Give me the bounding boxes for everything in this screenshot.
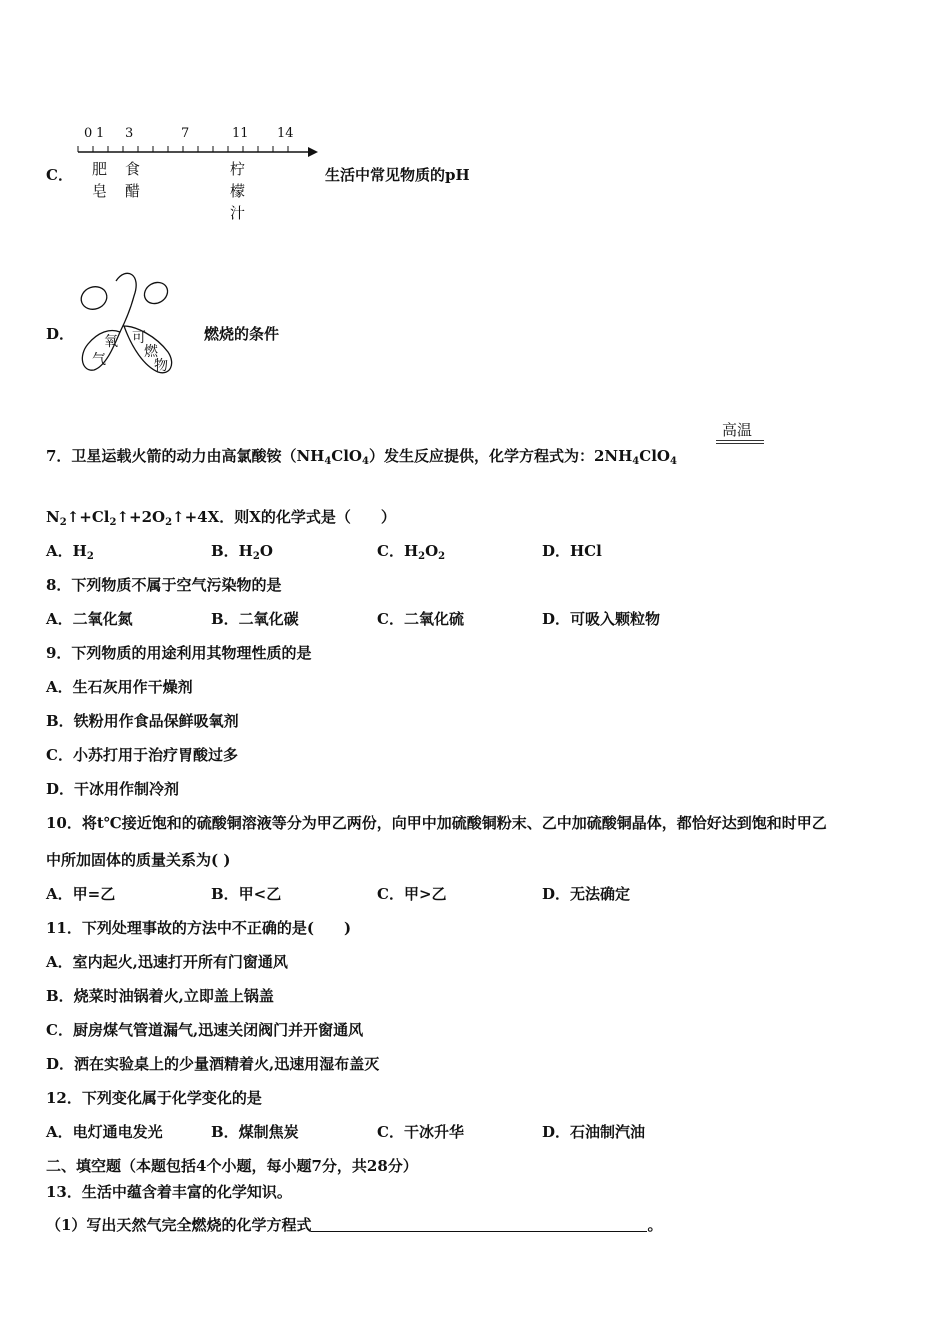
q12-option-d[interactable]: D．石油制汽油	[542, 1123, 646, 1141]
ph-tick-7: 7	[181, 126, 190, 141]
q7-option-a[interactable]: A．$H_2$	[46, 542, 94, 562]
q13-answer-blank[interactable]	[311, 1217, 647, 1232]
q12-option-c[interactable]: C．干冰升华	[377, 1123, 464, 1141]
q7-option-b[interactable]: B．$H_2O$	[211, 542, 273, 562]
fuel-char-1: 可	[132, 330, 146, 346]
q8-stem: 8．下列物质不属于空气污染物的是	[46, 576, 282, 594]
reaction-condition: 高温	[716, 421, 764, 444]
q8-option-a[interactable]: A．二氧化氮	[46, 610, 133, 628]
fuel-char-3: 物	[154, 358, 168, 374]
q8-option-c[interactable]: C．二氧化硫	[377, 610, 464, 628]
ph-tick-0: 0	[84, 126, 93, 141]
q13-part1: （1）写出天然气完全燃烧的化学方程式 。	[46, 1216, 663, 1234]
vinegar-char-1: 食	[125, 160, 141, 178]
oxygen-char-2: 气	[92, 352, 106, 368]
q7-option-c[interactable]: C．$H_2O_2$	[377, 542, 446, 562]
petal-top-right	[141, 278, 172, 307]
q9-option-d[interactable]: D．干冰用作制冷剂	[46, 780, 180, 798]
figure-c-caption: 生活中常见物质的pH	[325, 166, 470, 184]
option-d-label: D．	[46, 325, 75, 343]
q10-option-b[interactable]: B．甲<乙	[211, 885, 282, 903]
option-c-label: C．	[46, 166, 73, 184]
q10-stem-line1: 10．将t℃接近饱和的硫酸铜溶液等分为甲乙两份，向甲中加硫酸铜粉末、乙中加硫酸铜晶体，都恰好达到饱和时甲乙	[46, 814, 827, 832]
q7-option-d[interactable]: D．HCl	[542, 542, 602, 560]
section-2-title: 二、填空题（本题包括4个小题，每小题7分，共28分）	[46, 1157, 418, 1175]
q11-option-d[interactable]: D．洒在实验桌上的少量酒精着火,迅速用湿布盖灭	[46, 1055, 380, 1073]
figure-d-caption: 燃烧的条件	[204, 325, 280, 343]
soap-char-1: 肥	[92, 160, 108, 178]
q12-option-a[interactable]: A．电灯通电发光	[46, 1123, 163, 1141]
q11-option-c[interactable]: C．厨房煤气管道漏气,迅速关闭阀门并开窗通风	[46, 1021, 364, 1039]
q7-stem: 7．卫星运载火箭的动力由高氯酸铵$(NH_4ClO_4)$发生反应提供，化学方程式为：$2NH_4ClO_4$	[46, 447, 677, 467]
q11-stem: 11．下列处理事故的方法中不正确的是( )	[46, 919, 352, 937]
fuel-char-2: 燃	[144, 344, 158, 360]
ph-scale-figure	[70, 120, 330, 220]
petal-top-left	[78, 283, 110, 313]
ph-tick-14: 14	[277, 126, 294, 141]
q10-option-c[interactable]: C．甲>乙	[377, 885, 447, 903]
q9-option-c[interactable]: C．小苏打用于治疗胃酸过多	[46, 746, 238, 764]
petal-center	[116, 273, 136, 332]
q10-stem-line2: 中所加固体的质量关系为( )	[46, 851, 231, 869]
q9-stem: 9．下列物质的用途利用其物理性质的是	[46, 644, 312, 662]
q8-option-b[interactable]: B．二氧化碳	[211, 610, 299, 628]
q10-option-a[interactable]: A．甲=乙	[46, 885, 116, 903]
ph-tick-1: 1	[96, 126, 105, 141]
lemon-char-3: 汁	[230, 204, 246, 220]
vinegar-char-2: 醋	[125, 182, 141, 200]
q11-option-b[interactable]: B．烧菜时油锅着火,立即盖上锅盖	[46, 987, 274, 1005]
q8-option-d[interactable]: D．可吸入颗粒物	[542, 610, 661, 628]
q7-equation-line2: $N_2↑+Cl_2↑+2O_2↑+4X$．则X的化学式是（ ）	[46, 508, 396, 528]
q12-option-b[interactable]: B．煤制焦炭	[211, 1123, 299, 1141]
combustion-conditions-figure	[74, 266, 184, 381]
q11-option-a[interactable]: A．室内起火,迅速打开所有门窗通风	[46, 953, 288, 971]
ph-tick-11: 11	[232, 126, 249, 141]
q9-option-b[interactable]: B．铁粉用作食品保鲜吸氧剂	[46, 712, 239, 730]
ph-axis-arrow	[308, 147, 318, 157]
lemon-char-2: 檬	[230, 182, 246, 200]
q13-stem: 13．生活中蕴含着丰富的化学知识。	[46, 1183, 292, 1201]
lemon-char-1: 柠	[230, 160, 246, 178]
q10-option-d[interactable]: D．无法确定	[542, 885, 631, 903]
q12-stem: 12．下列变化属于化学变化的是	[46, 1089, 262, 1107]
q9-option-a[interactable]: A．生石灰用作干燥剂	[46, 678, 193, 696]
soap-char-2: 皂	[92, 182, 108, 200]
ph-tick-3: 3	[125, 126, 134, 141]
oxygen-char-1: 氧	[104, 334, 118, 350]
